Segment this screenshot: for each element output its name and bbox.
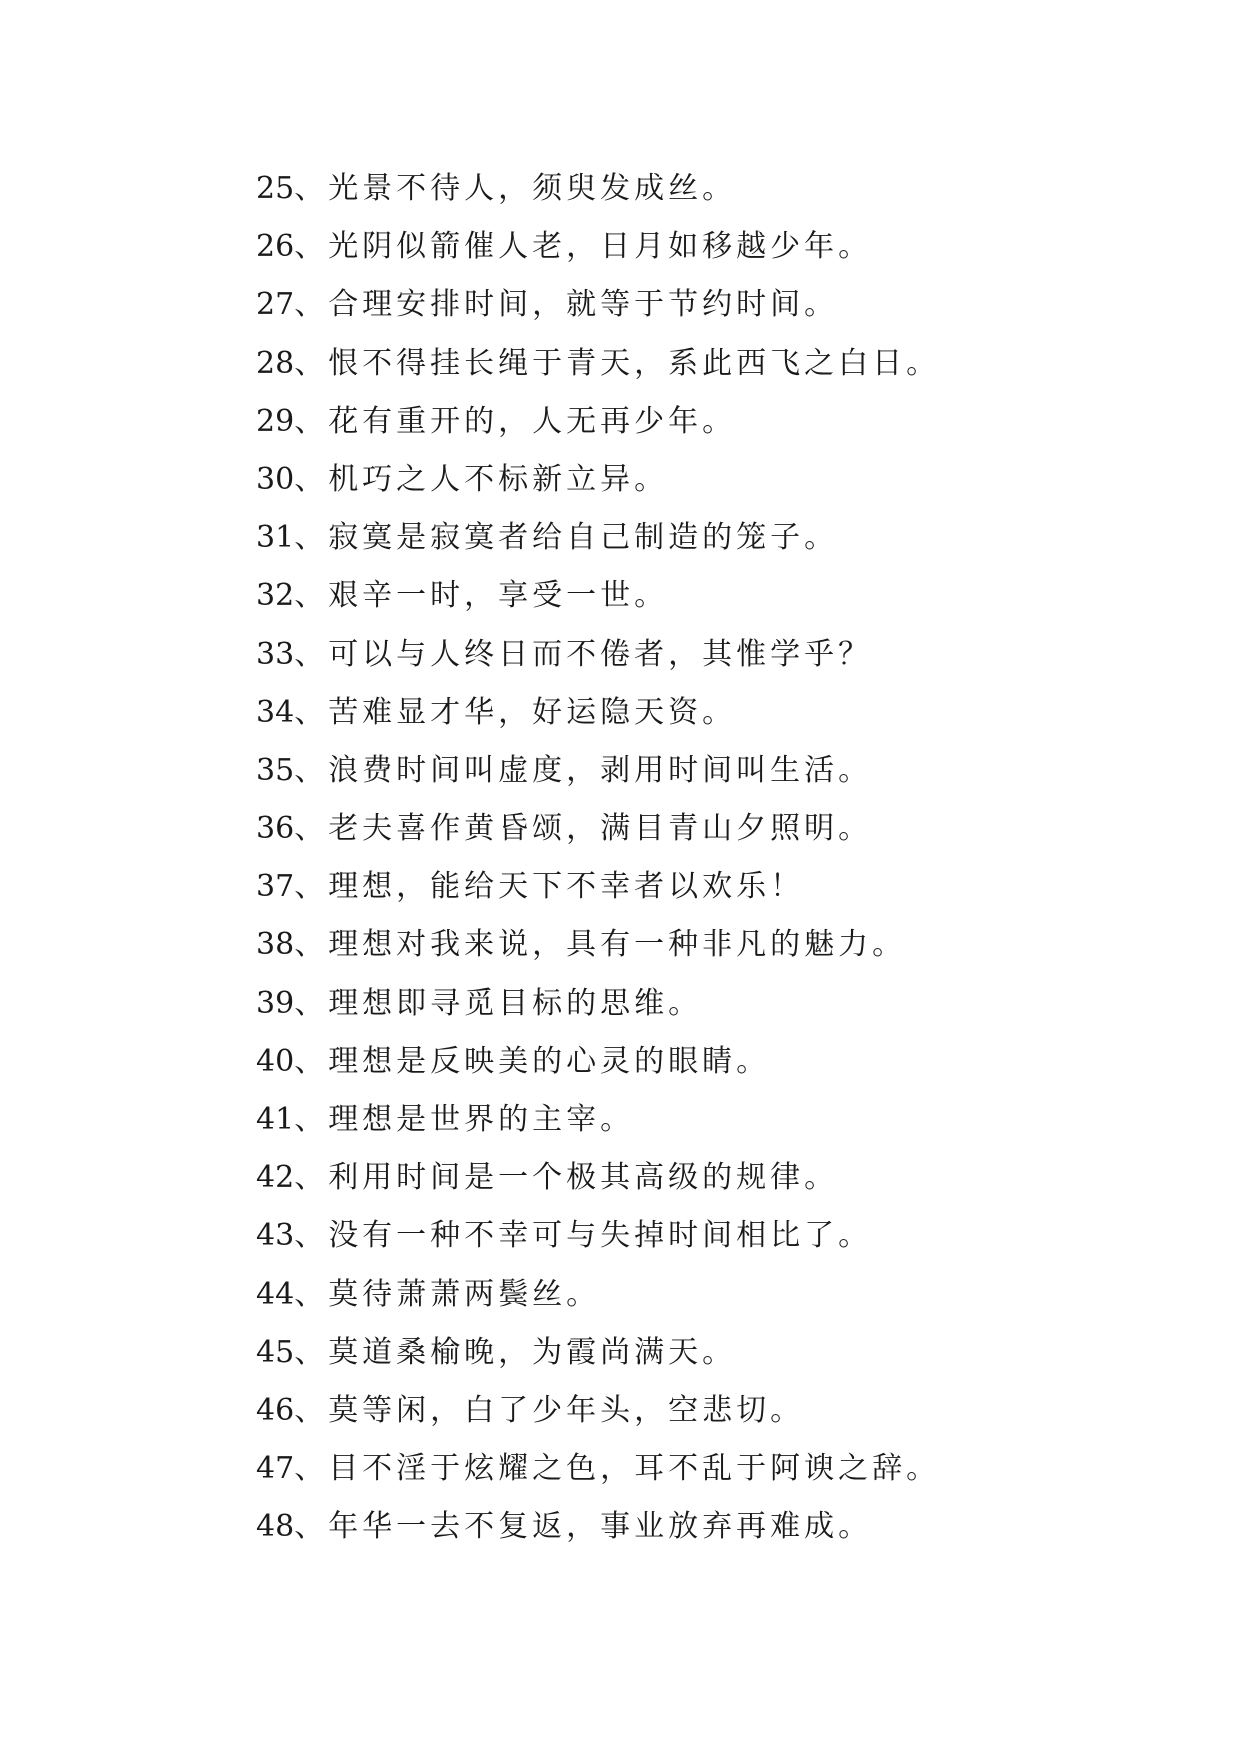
item-number: 46 xyxy=(256,1392,295,1428)
item-text: 花有重开的，人无再少年。 xyxy=(328,403,737,439)
list-item: 40、理想是反映美的心灵的眼睛。 xyxy=(256,1043,771,1079)
list-item: 28、恨不得挂长绳于青天，系此西飞之白日。 xyxy=(256,345,941,381)
item-text: 艰辛一时，享受一世。 xyxy=(328,578,669,614)
item-number: 41 xyxy=(256,1102,295,1137)
list-item: 26、光阴似箭催人老，日月如移越少年。 xyxy=(256,229,873,265)
item-number: 26 xyxy=(256,229,295,265)
item-text: 利用时间是一个极其高级的规律。 xyxy=(328,1160,839,1196)
list-item: 31、寂寞是寂寞者给自己制造的笼子。 xyxy=(256,520,839,556)
list-item: 44、莫待萧萧两鬓丝。 xyxy=(256,1276,601,1312)
item-text: 浪费时间叫虚度，剥用时间叫生活。 xyxy=(328,752,873,788)
item-text: 莫等闲，白了少年头，空悲切。 xyxy=(328,1392,805,1428)
list-item: 35、浪费时间叫虚度，剥用时间叫生活。 xyxy=(256,752,873,788)
list-item: 29、花有重开的，人无再少年。 xyxy=(256,403,737,439)
list-item: 47、目不淫于炫耀之色，耳不乱于阿谀之辞。 xyxy=(256,1451,941,1487)
item-number: 40 xyxy=(256,1043,295,1079)
item-number: 34 xyxy=(256,694,295,730)
item-number: 33 xyxy=(256,636,295,672)
item-text: 寂寞是寂寞者给自己制造的笼子。 xyxy=(328,520,839,556)
item-number: 27 xyxy=(256,287,295,323)
item-number: 44 xyxy=(256,1276,295,1312)
item-number: 36 xyxy=(256,811,295,847)
list-item: 46、莫等闲，白了少年头，空悲切。 xyxy=(256,1392,805,1428)
quote-list xyxy=(256,160,1156,1557)
item-number: 32 xyxy=(256,578,295,614)
list-item: 33、可以与人终日而不倦者，其惟学乎？ xyxy=(256,636,873,672)
item-text: 机巧之人不标新立异。 xyxy=(328,461,669,497)
item-text: 光阴似箭催人老，日月如移越少年。 xyxy=(328,229,873,265)
item-number: 31 xyxy=(256,520,295,556)
list-item: 41、理想是世界的主宰。 xyxy=(256,1102,635,1137)
item-number: 39 xyxy=(256,985,295,1021)
item-text: 理想即寻觅目标的思维。 xyxy=(328,985,703,1021)
item-number: 45 xyxy=(256,1334,295,1370)
list-item: 43、没有一种不幸可与失掉时间相比了。 xyxy=(256,1218,873,1254)
list-item: 45、莫道桑榆晚，为霞尚满天。 xyxy=(256,1334,737,1370)
item-number: 42 xyxy=(256,1160,295,1196)
list-item: 42、利用时间是一个极其高级的规律。 xyxy=(256,1160,839,1196)
item-number: 35 xyxy=(256,752,295,788)
item-number: 37 xyxy=(256,869,295,905)
item-number: 43 xyxy=(256,1218,295,1254)
item-text: 理想是反映美的心灵的眼睛。 xyxy=(328,1043,771,1079)
item-text: 莫待萧萧两鬓丝。 xyxy=(328,1276,601,1312)
item-text: 没有一种不幸可与失掉时间相比了。 xyxy=(328,1218,873,1254)
item-text: 目不淫于炫耀之色，耳不乱于阿谀之辞。 xyxy=(328,1451,941,1487)
list-item: 25、光景不待人，须臾发成丝。 xyxy=(256,171,737,206)
item-number: 38 xyxy=(256,927,295,963)
item-text: 恨不得挂长绳于青天，系此西飞之白日。 xyxy=(328,345,941,381)
list-item: 38、理想对我来说，具有一种非凡的魅力。 xyxy=(256,927,907,963)
item-number: 30 xyxy=(256,461,295,497)
list-item: 27、合理安排时间，就等于节约时间。 xyxy=(256,287,839,323)
list-item: 48、年华一去不复返，事业放弃再难成。 xyxy=(256,1509,873,1545)
item-number: 28 xyxy=(256,345,295,381)
item-text: 理想，能给天下不幸者以欢乐！ xyxy=(328,869,805,905)
list-item: 34、苦难显才华，好运隐天资。 xyxy=(256,694,737,730)
list-item: 39、理想即寻觅目标的思维。 xyxy=(256,985,703,1021)
list-item: 30、机巧之人不标新立异。 xyxy=(256,461,669,497)
item-text: 理想对我来说，具有一种非凡的魅力。 xyxy=(328,927,907,963)
list-item: 36、老夫喜作黄昏颂，满目青山夕照明。 xyxy=(256,811,873,847)
item-number: 48 xyxy=(256,1509,295,1545)
list-item: 37、理想，能给天下不幸者以欢乐！ xyxy=(256,869,805,905)
item-number: 47 xyxy=(256,1451,295,1487)
item-text: 理想是世界的主宰。 xyxy=(328,1102,635,1137)
list-item: 32、艰辛一时，享受一世。 xyxy=(256,578,669,614)
item-text: 可以与人终日而不倦者，其惟学乎？ xyxy=(328,636,873,672)
item-text: 年华一去不复返，事业放弃再难成。 xyxy=(328,1509,873,1545)
item-text: 苦难显才华，好运隐天资。 xyxy=(328,694,737,730)
item-text: 老夫喜作黄昏颂，满目青山夕照明。 xyxy=(328,811,873,847)
item-text: 莫道桑榆晚，为霞尚满天。 xyxy=(328,1334,737,1370)
item-text: 光景不待人，须臾发成丝。 xyxy=(328,171,737,206)
item-number: 25 xyxy=(256,171,295,206)
item-number: 29 xyxy=(256,403,295,439)
item-text: 合理安排时间，就等于节约时间。 xyxy=(328,287,839,323)
